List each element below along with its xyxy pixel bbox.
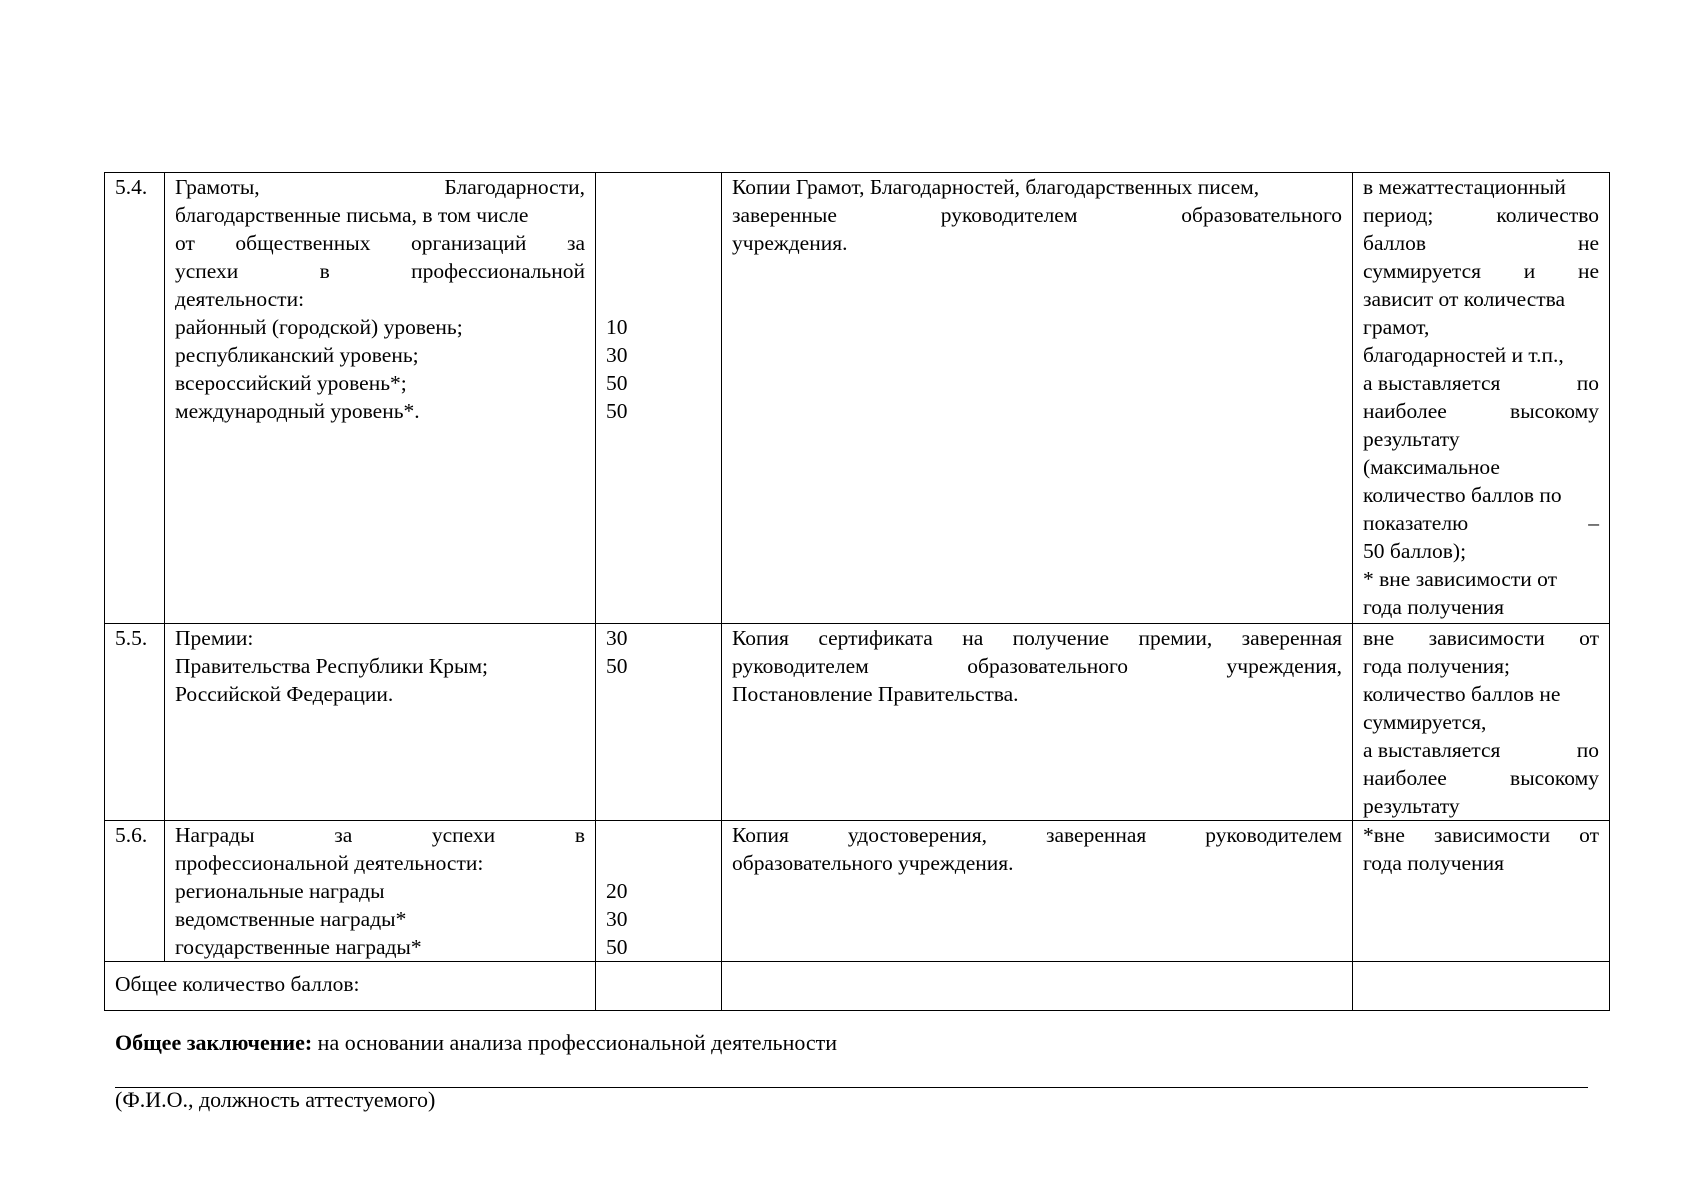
word: от: [1579, 823, 1599, 847]
text-line: международный уровень*.: [175, 399, 420, 423]
text-line: * вне зависимости от: [1363, 567, 1558, 591]
word: руководителем: [1205, 823, 1342, 847]
word: количество: [1496, 203, 1599, 227]
word: зависимости: [1428, 626, 1545, 650]
text-line: результату: [1363, 427, 1460, 451]
word: баллов: [1363, 231, 1427, 255]
word: а выставляется: [1363, 738, 1501, 762]
word: высокому: [1510, 766, 1599, 790]
word: на: [962, 626, 984, 650]
word: от: [175, 231, 195, 255]
text-line: всероссийский уровень*;: [175, 371, 407, 395]
word: профессиональной: [411, 259, 585, 283]
text-line: года получения: [1363, 595, 1504, 619]
word: сертификата: [818, 626, 933, 650]
points-value: [606, 285, 711, 313]
text-line: [175, 229, 585, 257]
points-cell: [596, 821, 722, 962]
text-line: Постановление Правительства.: [732, 682, 1019, 706]
word: организаций: [410, 231, 527, 255]
points-value: 50: [606, 935, 628, 959]
word: *вне: [1363, 823, 1405, 847]
text-line: года получения: [1363, 851, 1504, 875]
points-value: 50: [606, 654, 628, 678]
word: высокому: [1510, 399, 1599, 423]
word: общественных: [235, 231, 371, 255]
word: за: [566, 231, 585, 255]
word: по: [1576, 738, 1599, 762]
word: Грамоты,: [175, 175, 260, 199]
text-line: [1363, 509, 1599, 537]
text-line: количество баллов по: [1363, 483, 1562, 507]
text-line: Копии Грамот, Благодарностей, благодарственных писем,: [732, 175, 1260, 199]
text-line: государственные награды*: [175, 935, 422, 959]
word: Копия: [732, 626, 789, 650]
text-line: [732, 652, 1342, 680]
word: заверенная: [1045, 823, 1147, 847]
word: за: [334, 823, 353, 847]
row-number: 5.4.: [105, 173, 165, 624]
word: образовательного: [1181, 203, 1342, 227]
row-number: 5.6.: [105, 821, 165, 962]
text-line: Правительства Республики Крым;: [175, 654, 489, 678]
text-line: [1363, 736, 1599, 764]
text-line: [1363, 397, 1599, 425]
word: заверенная: [1241, 626, 1342, 650]
word: наиболее: [1363, 766, 1447, 790]
text-line: (максимальное: [1363, 455, 1500, 479]
word: руководителем: [732, 654, 869, 678]
word: получение: [1012, 626, 1110, 650]
documents-cell: [722, 173, 1353, 624]
text-line: [732, 624, 1342, 652]
text-line: [1363, 624, 1599, 652]
documents-cell: [722, 821, 1353, 962]
word: период;: [1363, 203, 1434, 227]
points-value: [606, 257, 711, 285]
conclusion-text: на основании анализа профессиональной деятельности: [312, 1030, 838, 1055]
points-value: [606, 173, 711, 201]
text-line: [1363, 257, 1599, 285]
word: –: [1588, 511, 1599, 535]
text-line: [1363, 229, 1599, 257]
word: премии,: [1138, 626, 1213, 650]
conclusion-label: Общее заключение:: [115, 1030, 313, 1055]
word: не: [1577, 231, 1599, 255]
text-line: [1363, 201, 1599, 229]
text-line: грамот,: [1363, 315, 1430, 339]
text-line: [175, 257, 585, 285]
notes-cell: [1353, 624, 1610, 821]
total-notes-cell: [1353, 962, 1610, 1011]
text-line: в межаттестационный: [1363, 175, 1566, 199]
word: руководителем: [940, 203, 1078, 227]
text-line: количество баллов не: [1363, 682, 1561, 706]
notes-cell: [1353, 821, 1610, 962]
word: по: [1576, 371, 1599, 395]
text-line: суммируется,: [1363, 710, 1487, 734]
table-row: [105, 173, 1610, 624]
text-line: [732, 201, 1342, 229]
text-line: благодарственные письма, в том числе: [175, 203, 529, 227]
points-cell: [596, 173, 722, 624]
notes-cell: [1353, 173, 1610, 624]
text-line: 50 баллов);: [1363, 539, 1467, 563]
word: заверенные: [732, 203, 837, 227]
text-line: результату: [1363, 794, 1460, 818]
points-value: 30: [606, 626, 628, 650]
text-line: [732, 821, 1342, 849]
points-value: [606, 229, 711, 257]
text-line: зависит от количества: [1363, 287, 1566, 311]
total-documents-cell: [722, 962, 1353, 1011]
word: Награды: [175, 823, 255, 847]
signature-caption: (Ф.И.О., должность аттестуемого): [115, 1087, 436, 1112]
total-label: Общее количество баллов:: [105, 962, 596, 1011]
text-line: образовательного учреждения.: [732, 851, 1014, 875]
text-line: учреждения.: [732, 231, 848, 255]
points-value: 50: [606, 399, 628, 423]
points-value: 20: [606, 879, 628, 903]
text-line: [1363, 369, 1599, 397]
points-cell: [596, 624, 722, 821]
text-line: районный (городской) уровень;: [175, 315, 463, 339]
word: зависимости: [1434, 823, 1551, 847]
word: не: [1577, 259, 1599, 283]
total-points-cell: [596, 962, 722, 1011]
row-number: 5.5.: [105, 624, 165, 821]
points-value: 30: [606, 907, 628, 931]
word: суммируется: [1363, 259, 1482, 283]
word: от: [1579, 626, 1599, 650]
documents-cell: [722, 624, 1353, 821]
total-row: [105, 962, 1610, 1011]
table-row: [105, 821, 1610, 962]
points-value: [606, 201, 711, 229]
word: наиболее: [1363, 399, 1447, 423]
text-line: [175, 173, 585, 201]
word: а выставляется: [1363, 371, 1501, 395]
text-line: [175, 821, 585, 849]
word: в: [574, 823, 585, 847]
word: образовательного: [967, 654, 1128, 678]
word: учреждения,: [1226, 654, 1342, 678]
assessment-table: [104, 172, 1610, 1011]
text-line: региональные награды: [175, 879, 385, 903]
table-row: [105, 624, 1610, 821]
points-value: [606, 849, 711, 877]
word: успехи: [175, 259, 239, 283]
word: успехи: [431, 823, 496, 847]
points-value: 30: [606, 343, 628, 367]
text-line: деятельности:: [175, 287, 305, 311]
text-line: благодарностей и т.п.,: [1363, 343, 1564, 367]
word: и: [1523, 259, 1536, 283]
word: удостоверения,: [847, 823, 988, 847]
word: показателю: [1363, 511, 1469, 535]
points-value: 10: [606, 315, 628, 339]
general-conclusion: [115, 1030, 837, 1056]
indicator-cell: [165, 173, 596, 624]
indicator-cell: [165, 624, 596, 821]
text-line: ведомственные награды*: [175, 907, 407, 931]
word: Копия: [732, 823, 789, 847]
text-line: Премии:: [175, 626, 254, 650]
text-line: [1363, 821, 1599, 849]
indicator-cell: [165, 821, 596, 962]
text-line: профессиональной деятельности:: [175, 851, 484, 875]
text-line: [1363, 764, 1599, 792]
text-line: года получения;: [1363, 654, 1510, 678]
points-value: [606, 821, 711, 849]
text-line: Российской Федерации.: [175, 682, 394, 706]
word: в: [319, 259, 330, 283]
word: вне: [1363, 626, 1395, 650]
points-value: 50: [606, 371, 628, 395]
word: Благодарности,: [444, 175, 585, 199]
text-line: республиканский уровень;: [175, 343, 419, 367]
